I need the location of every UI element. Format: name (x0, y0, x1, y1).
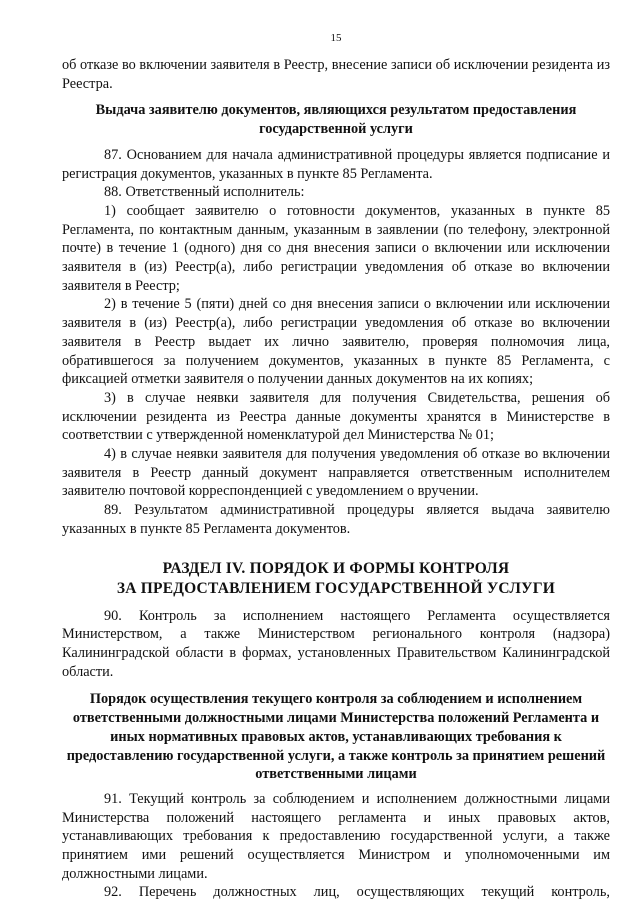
paragraph-88-item-1: 1) сообщает заявителю о готовности документов, указанных в пункте 85 Регламента, по контактным данным, указанным в заявлении (по телефону, электронной почте) в течение 1 (одного) дня со дня внесения записи о включении или исключении заявителя в (из) Реестр(а), либо регистрации уведомления об отказе во включении заявителя в Реестр; (62, 202, 610, 294)
heading-current-control: Порядок осуществления текущего контроля за соблюдением и исполнением ответственными должностными лицами Министерства положений Регламента и иных нормативных правовых актов, устанавливающих требования к предоставлению государственной услуги, а также контроль за принятием решений ответственными лицами (66, 691, 606, 783)
document-body (62, 56, 610, 902)
paragraph-88-item-4: 4) в случае неявки заявителя для получения уведомления об отказе во включении заявителя в Реестр данный документ направляется ответственным исполнителем заявителю почтовой корреспонденцией с уведомлением о вручении. (62, 446, 610, 500)
section-iv-heading (62, 559, 610, 599)
page-number: 15 (330, 32, 342, 44)
heading-issuance-of-documents: Выдача заявителю документов, являющихся результатом предоставления государственной услуги (95, 102, 577, 138)
paragraph-90: 90. Контроль за исполнением настоящего Регламента осуществляется Министерством, а также Министерством регионального контроля (надзора) Калининградской области в формах, установленных Правительством Калининградской области. (62, 607, 610, 680)
section-iv-heading-line-2: ЗА ПРЕДОСТАВЛЕНИЕМ ГОСУДАРСТВЕННОЙ УСЛУГИ (116, 579, 556, 597)
paragraph-91: 91. Текущий контроль за соблюдением и исполнением должностными лицами Министерства положений настоящего регламента и иных правовых актов, устанавливающих требования к предоставлению государственной услуги, а также принятием ими решений осуществляется Министром и уполномоченными им должностными лицами. (62, 790, 610, 882)
paragraph-89: 89. Результатом административной процедуры является выдача заявителю указанных в пункте 85 Регламента документов. (62, 502, 610, 537)
section-iv-heading-line-1: РАЗДЕЛ IV. ПОРЯДОК И ФОРМЫ КОНТРОЛЯ (162, 559, 510, 577)
paragraph-88-item-3: 3) в случае неявки заявителя для получения Свидетельства, решения об исключении резидента из Реестра данные документы хранятся в Министерстве в соответствии с утвержденной номенклатурой дел Министерства № 01; (62, 389, 610, 444)
paragraph-continuation: об отказе во включении заявителя в Реестр, внесение записи об исключении резидента из Реестра. (62, 57, 610, 92)
paragraph-87: 87. Основанием для начала административной процедуры является подписание и регистрация документов, указанных в пункте 85 Регламента. (62, 146, 610, 182)
paragraph-88: 88. Ответственный исполнитель: (104, 184, 305, 201)
paragraph-92: 92. Перечень должностных лиц, осуществляющих текущий контроль, (104, 884, 610, 901)
paragraph-88-item-2: 2) в течение 5 (пяти) дней со дня внесения записи о включении или исключении заявителя в (из) Реестр(а), либо регистрации уведомления об отказе во включении заявителя в Реестр выдает их лично заявителю, проверяя полномочия лица, обратившегося за получением документов, указанных в пункте 85 Регламента, с фиксацией отметки заявителя о получении данных документов на их копиях; (62, 296, 610, 388)
